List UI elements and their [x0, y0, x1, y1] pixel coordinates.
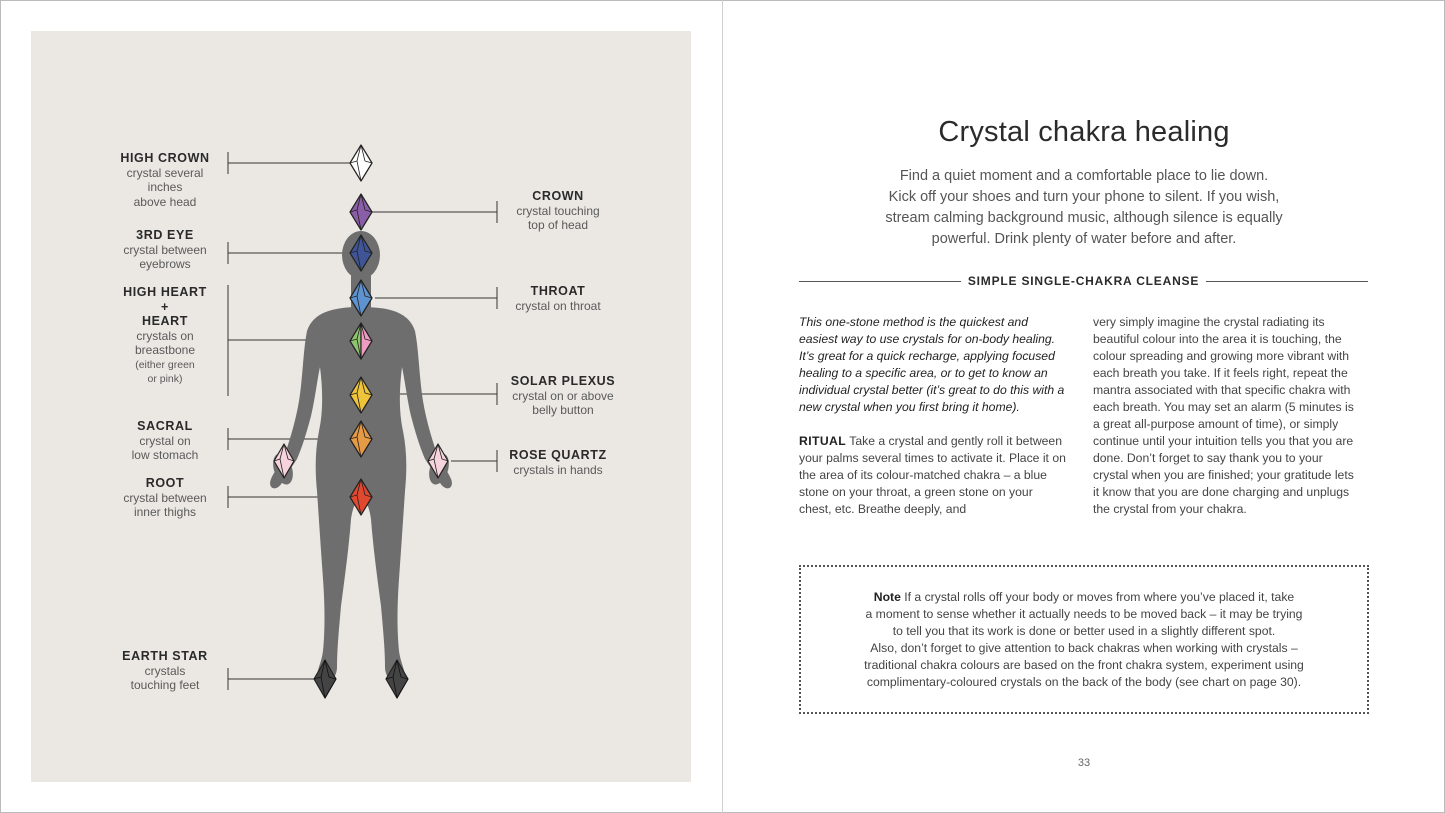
ritual-paragraph [799, 433, 1067, 518]
ritual-continuation: very simply imagine the crystal radiating its beautiful colour into the area it is touching, the colour spreading and growing more vibrant with each breath you take. If it feels right, repeat the mantra associated with that specific chakra with each breath. You may set an alarm (5 minutes is a great all-purpose amount of time), or simply continue until your intuition tells you that you are done. Don’t forget to say thank you to your crystal when you are finished; your gratitude lets it know that you are done charging and unplugs the crystal from your chakra. [1093, 315, 1354, 516]
label-third-eye: 3RD EYE crystal between eyebrows [123, 228, 207, 271]
intro-italic-text: This one-stone method is the quickest and easiest way to use crystals for on-body healing. It’s great for a quick recharge, applying focused healing to a specific area, or to get to know an individual crystal better (it’s great to do this with a new crystal when you first bring it home). [799, 315, 1065, 414]
body-column-right [1093, 314, 1361, 535]
section-subheading: SIMPLE SINGLE-CHAKRA CLEANSE [967, 274, 1200, 288]
crown-crystal [350, 194, 372, 230]
page-title: Crystal chakra healing [938, 116, 1230, 148]
book-gutter [722, 0, 723, 813]
label-throat: THROAT crystal on throat [515, 284, 601, 313]
label-heart: HIGH HEART + HEART crystals on breastbone (either green or pink) [123, 285, 207, 385]
label-root: ROOT crystal between inner thighs [123, 476, 207, 519]
subheading-rule-right [1206, 281, 1368, 282]
high-crown-crystal [350, 145, 372, 181]
subheading-rule-left [799, 281, 961, 282]
label-high-crown: HIGH CROWN crystal several inches above head [120, 151, 210, 209]
label-solar-plexus: SOLAR PLEXUS crystal on or above belly button [510, 374, 616, 417]
note-label: Note [873, 590, 901, 604]
body-column-left [799, 314, 1067, 535]
label-crown: CROWN crystal touching top of head [516, 189, 600, 232]
note-box: Note If a crystal rolls off your body or moves from where you’ve placed it, take a moment to sense whether it actually needs to be moved back – it may be trying to tell you that its work is done or better used in a slightly different spot. Also, don’t forget to give attention to back chakras when working with crystals – traditional chakra colours are based on the front chakra system, experiment using complimentary-coloured crystals on the back of the body (see chart on page 30). [799, 565, 1369, 714]
label-sacral: SACRAL crystal on low stomach [131, 419, 199, 462]
page-number: 33 [1077, 757, 1091, 769]
label-earth-star: EARTH STAR crystals touching feet [122, 649, 208, 692]
chakra-illustration-panel [31, 31, 691, 782]
intro-paragraph: Find a quiet moment and a comfortable place to lie down. Kick off your shoes and turn your phone to silent. If you wish, stream calming background music, although silence is equally powerful. Drink plenty of water before and after. [885, 168, 1283, 247]
ritual-text: Take a crystal and gently roll it between your palms several times to activate it. Place it on the area of its colour-matched chakra – a blue stone on your throat, a green stone on your chest, etc. Breathe deeply, and [799, 434, 1066, 516]
ritual-label: RITUAL [799, 434, 847, 448]
label-rose-quartz: ROSE QUARTZ crystals in hands [509, 448, 607, 477]
